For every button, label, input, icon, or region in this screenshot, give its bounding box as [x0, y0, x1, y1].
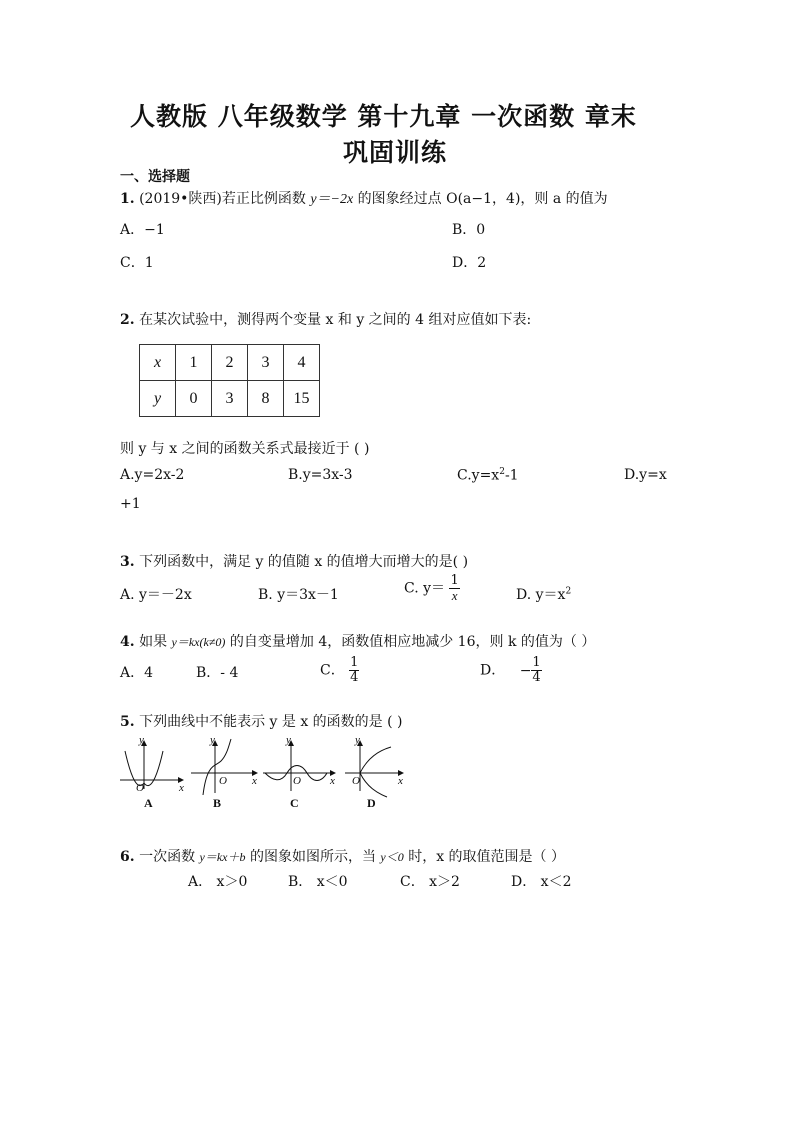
- q6-option-a[interactable]: A． x＞0: [188, 874, 248, 890]
- graph-choices: [115, 733, 415, 811]
- q3-option-c[interactable]: [404, 574, 460, 603]
- option-text: C.y=x: [457, 467, 500, 484]
- question-number: 5.: [120, 714, 135, 730]
- option-text: D. y＝x: [516, 587, 566, 603]
- q2-option-d[interactable]: D.y=x: [624, 467, 667, 483]
- function-expression: y＝−2x: [310, 192, 354, 207]
- question-text: 时，x 的取值范围是（ ）: [408, 849, 565, 865]
- page-title-line2: 巩固训练: [343, 138, 448, 167]
- fraction: [531, 656, 541, 685]
- q6-option-b[interactable]: B． x＜0: [288, 874, 348, 890]
- q1-option-c[interactable]: C．1: [120, 255, 154, 271]
- y-axis-label: y: [139, 734, 144, 746]
- table-cell: 1: [176, 345, 212, 381]
- table-cell: x: [140, 345, 176, 381]
- x-axis-label: x: [398, 775, 403, 787]
- question-3-stem: [120, 551, 468, 571]
- question-number: 2.: [120, 312, 135, 328]
- question-number: 1.: [120, 191, 135, 207]
- superscript: 2: [565, 586, 572, 597]
- graph-label-b: B: [213, 796, 222, 810]
- origin-label: O: [219, 775, 227, 787]
- table-cell: 3: [248, 345, 284, 381]
- numerator: 1: [532, 655, 541, 670]
- question-text: 一次函数: [139, 849, 196, 865]
- q4-option-b[interactable]: B．- 4: [196, 665, 239, 681]
- q2-option-b[interactable]: B.y=3x-3: [288, 467, 353, 483]
- q1-option-d[interactable]: D．2: [452, 255, 487, 271]
- q4-option-c[interactable]: [320, 656, 359, 685]
- question-2-stem: [120, 309, 531, 329]
- q3-option-a[interactable]: A. y＝－2x: [120, 587, 192, 603]
- table-row: [140, 381, 320, 417]
- q6-option-d[interactable]: D． x＜2: [511, 874, 572, 890]
- denominator: x: [451, 588, 458, 603]
- question-text: 在某次试验中，测得两个变量 x 和 y 之间的 4 组对应值如下表:: [139, 312, 532, 328]
- table-cell: 8: [248, 381, 284, 417]
- question-2-follow: 则 y 与 x 之间的函数关系式最接近于 ( ): [120, 441, 370, 457]
- question-text: (2019•陕西)若正比例函数: [139, 191, 306, 207]
- y-axis-label: y: [210, 734, 215, 746]
- superscript: 2: [499, 467, 505, 477]
- question-text: 的图象如图所示，当: [249, 849, 376, 865]
- table-row: [140, 345, 320, 381]
- q2-option-d-continued: +1: [120, 496, 141, 512]
- option-text: D．: [480, 662, 506, 679]
- table-cell: 2: [212, 345, 248, 381]
- question-text: 的自变量增加 4，函数值相应地减少 16，则 k 的值为（ ）: [229, 634, 596, 650]
- question-number: 3.: [120, 554, 135, 570]
- q4-option-d[interactable]: [480, 656, 542, 685]
- x-axis-label: x: [252, 775, 257, 787]
- function-expression: y＝kx＋b: [199, 850, 246, 864]
- page-title-line1: 人教版 八年级数学 第十九章 一次函数 章末: [130, 102, 637, 131]
- q3-option-d[interactable]: [516, 584, 571, 604]
- table-cell: 15: [284, 381, 320, 417]
- denominator: 4: [532, 670, 541, 685]
- numerator: 1: [350, 655, 359, 670]
- graph-d[interactable]: [345, 741, 403, 797]
- x-axis-label: x: [330, 775, 335, 787]
- minus-sign: −: [519, 662, 532, 679]
- table-cell: y: [140, 381, 176, 417]
- q6-option-c[interactable]: C． x＞2: [400, 874, 460, 890]
- graph-label-c: C: [290, 796, 299, 810]
- q2-option-a[interactable]: A.y=2x-2: [120, 467, 185, 483]
- denominator: 4: [350, 670, 359, 685]
- y-axis-label: y: [355, 734, 360, 746]
- option-text: -1: [504, 467, 519, 484]
- table-cell: 4: [284, 345, 320, 381]
- section-heading: 一、选择题: [120, 169, 190, 185]
- x-axis-label: x: [179, 782, 184, 794]
- origin-label: O: [352, 775, 360, 787]
- question-text: 的图象经过点 O(a−1，4)，则 a 的值为: [357, 191, 608, 207]
- condition-expression: y＜0: [380, 850, 404, 864]
- question-6-stem: [120, 846, 565, 866]
- question-4-stem: [120, 631, 595, 651]
- origin-label: O: [293, 775, 301, 787]
- function-expression: y＝kx(k≠0): [171, 635, 226, 649]
- question-number: 6.: [120, 849, 135, 865]
- q2-option-c[interactable]: [457, 467, 519, 484]
- question-text: 下列曲线中不能表示 y 是 x 的函数的是 ( ): [139, 714, 403, 730]
- q4-option-a[interactable]: A．4: [120, 665, 154, 681]
- graph-label-d: D: [367, 796, 376, 810]
- option-text: C．: [320, 662, 345, 679]
- q1-option-a[interactable]: A．−1: [120, 222, 165, 238]
- fraction: [349, 656, 359, 685]
- numerator: 1: [450, 573, 459, 588]
- question-text: 下列函数中，满足 y 的值随 x 的值增大而增大的是( ): [139, 554, 469, 570]
- curve: [360, 773, 387, 797]
- q1-option-b[interactable]: B．0: [452, 222, 486, 238]
- table-cell: 0: [176, 381, 212, 417]
- origin-label: O: [136, 782, 144, 794]
- table-cell: 3: [212, 381, 248, 417]
- q3-option-b[interactable]: B. y＝3x－1: [258, 587, 339, 603]
- graph-a[interactable]: [120, 741, 183, 789]
- question-5-stem: [120, 711, 403, 731]
- question-number: 4.: [120, 634, 135, 650]
- curve: [360, 747, 391, 773]
- graph-label-a: A: [144, 796, 153, 810]
- question-1-stem: [120, 188, 608, 208]
- value-table: [139, 344, 320, 417]
- fraction: [449, 574, 459, 603]
- y-axis-label: y: [286, 734, 291, 746]
- question-text: 如果: [139, 634, 168, 650]
- option-text: C. y＝: [404, 580, 446, 597]
